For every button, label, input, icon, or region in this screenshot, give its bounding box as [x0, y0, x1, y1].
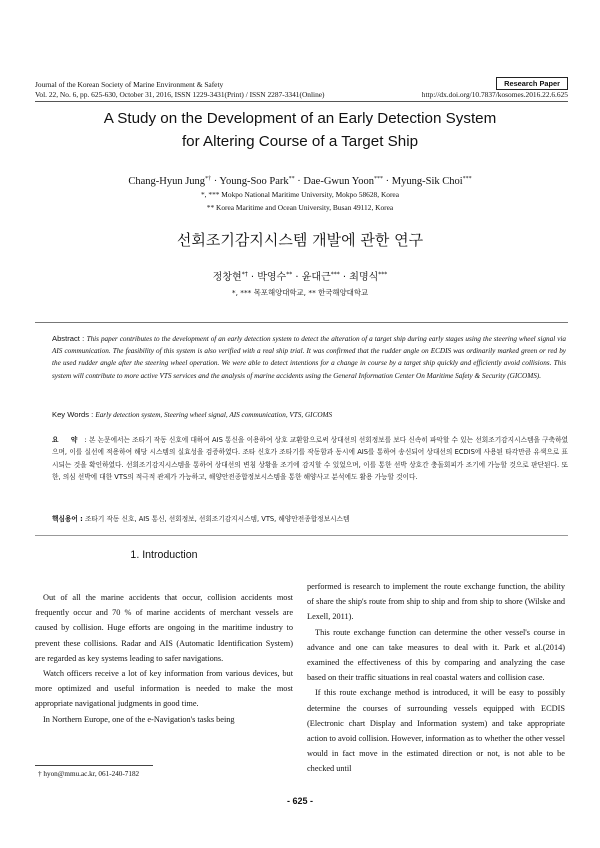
abstract — [52, 333, 566, 382]
author-mark: *† — [241, 271, 248, 278]
author-name-ko: 정창현 — [212, 272, 242, 283]
author-name-ko: 최명식 — [349, 272, 379, 283]
author-separator: · — [383, 176, 392, 187]
author-mark: *** — [462, 176, 472, 182]
author-separator: · — [294, 176, 304, 187]
keywords-text: Early detection system, Steering wheel signal, AIS communication, VTS, GICOMS — [95, 411, 333, 419]
author-separator: · — [211, 176, 220, 187]
body-divider — [35, 535, 568, 536]
author-list-ko — [40, 268, 560, 285]
author-name: Young-Soo Park — [219, 176, 289, 187]
paragraph: This route exchange function can determine the other vessel's course in advance and one can take measures to deal with it. Park et al.(2014) examined the effectiveness of this by comparing and analyzing the case based on their traffic situations in real coastal waters and collision case. — [307, 627, 565, 683]
korean-abstract-label: 요 약 — [52, 436, 83, 444]
author-mark: *** — [374, 176, 384, 182]
paper-title-ko: 선회조기감지시스템 개발에 관한 연구 — [176, 231, 424, 249]
section-heading: 1. Introduction — [130, 549, 198, 561]
author-separator: · — [247, 272, 258, 283]
keywords — [52, 409, 566, 421]
author-name: Dae-Gwun Yoon — [303, 176, 375, 187]
korean-keywords-label: 핵심용어 : — [52, 515, 83, 523]
korean-keywords-text: 조타기 작동 신호, AIS 통신, 선회정보, 선회조기감지시스템, VTS, 해양안전종합정보시스템 — [82, 515, 350, 523]
author-name: Chang-Hyun Jung — [128, 176, 206, 187]
header-divider — [35, 101, 568, 102]
doi-link[interactable]: http://dx.doi.org/10.7837/kosomes.2016.22.6.625 — [421, 90, 568, 99]
journal-volume: Vol. 22, No. 6, pp. 625-630, October 31, 2016, ISSN 1229-3431(Print) / ISSN 2287-3341(Online) — [35, 90, 325, 99]
journal-info — [35, 80, 365, 100]
paper-type-badge: Research Paper — [496, 77, 568, 90]
korean-abstract — [52, 434, 568, 484]
paragraph: If this route exchange method is introduced, it will be easy to possibly determine the courses of surrounding vessels equipped with ECDIS (Electronic chart Display and Information system) and take appropriate action to avoid collision. However, information as to whether the other vessel would in fact move in the estimated direction or not, is not able to be checked until — [307, 688, 565, 774]
author-name-ko: 박영수 — [257, 272, 287, 283]
journal-name: Journal of the Korean Society of Marine Environment & Safety — [35, 80, 224, 89]
author-mark: *** — [378, 271, 388, 278]
author-mark: *† — [205, 176, 212, 182]
keywords-label: Key Words : — [52, 410, 96, 419]
author-mark: *** — [330, 271, 340, 278]
author-name: Myung-Sik Choi — [391, 176, 463, 187]
paragraph: performed is research to implement the route exchange function, the ability of share the ship's route from ship to ship and from ship to shore (Wilske and Lexell, 2011). — [307, 582, 565, 622]
affiliation-ko: *, *** 목포해양대학교, ** 한국해양대학교 — [231, 288, 369, 297]
body-column-right — [307, 579, 565, 777]
affiliation-1: *, *** Mokpo National Maritime University, Mokpo 58628, Korea — [200, 190, 399, 199]
author-mark: ** — [286, 271, 293, 278]
title-line-2: for Altering Course of a Target Ship — [181, 133, 419, 150]
footnote-divider — [35, 765, 153, 766]
title-line-1: A Study on the Development of an Early Detection System — [103, 110, 497, 127]
paper-title-en — [40, 107, 560, 153]
author-mark: ** — [288, 176, 295, 182]
corresponding-author-footnote: † hyon@mmu.ac.kr, 061-240-7182 — [38, 770, 140, 778]
paragraph: In Northern Europe, one of the e-Navigation's tasks being — [43, 714, 235, 724]
abstract-text: This paper contributes to the development of an early detection system to detect the alteration of a target ship during early stages using the steering wheel signal via AIS communication. The feasibility of this system is also verified with a real ship trial. It was confirmed that the rudder angle on ECDIS was ordinarily marked green or red by the used rudder angle after the steering wheel operation. We were able to detect intentions for a change in course by a target ship quickly and efficiently avoid collisions. This system will contribute to more active VTS services and the analysis of marine accidents using the General Information Center On Maritime Safety & Security (GICOMS). — [52, 335, 567, 380]
author-separator: · — [339, 272, 350, 283]
page-number: - 625 - — [286, 796, 313, 806]
korean-abstract-text: : 본 논문에서는 조타기 작동 신호에 대하여 AIS 통신을 이용하여 상호 교환함으로써 상대선의 선회정보를 보다 신속히 파악할 수 있는 선회조기감지시스템을 구축하였으며, 이를 실선에 적용하여 해당 시스템의 실효성을 검증하였다. 조타 신호가 조타기를 작동함과 동시에 AIS를 통하여 송신되어 상대선의 ECDIS에 사용된 타각만큼 유색으로 표시되는 것을 확인하였다. 선회조기감지시스템을 통하여 상대선의 변침 상황을 조기에 감지할 수 있었으며, 이를 통한 선박 상호간 충돌회피가 조기에 가능할 것으로 판단된다. 또한, 의심 선박에 대한 VTS의 적극적 관제가 가능하고, 해양안전종합정보시스템을 통한 해양사고 분석에도 활용 가능할 것이다. — [52, 436, 568, 482]
abstract-label: Abstract : — [52, 334, 87, 343]
korean-keywords — [52, 514, 568, 525]
author-separator: · — [292, 272, 302, 283]
author-name-ko: 윤대근 — [301, 272, 331, 283]
affiliation-2: ** Korea Maritime and Ocean University, Busan 49112, Korea — [206, 203, 394, 212]
paragraph: Out of all the marine accidents that occur, collision accidents most frequently occur and 70 % of marine accidents of merchant vessels are caused by collision. Huge efforts are ongoing in the maritime industry to prevent these collisions. Radar and AIS (Automatic Identification System) are regarded as key systems leading to safer navigations. — [35, 593, 293, 663]
paragraph: Watch officers receive a lot of key information from various devices, but more optimized and useful information is needed to make the most appropriate navigational judgments in good time. — [35, 669, 293, 709]
body-column-left — [35, 590, 293, 727]
abstract-divider — [35, 322, 568, 323]
author-list-en — [40, 172, 560, 189]
